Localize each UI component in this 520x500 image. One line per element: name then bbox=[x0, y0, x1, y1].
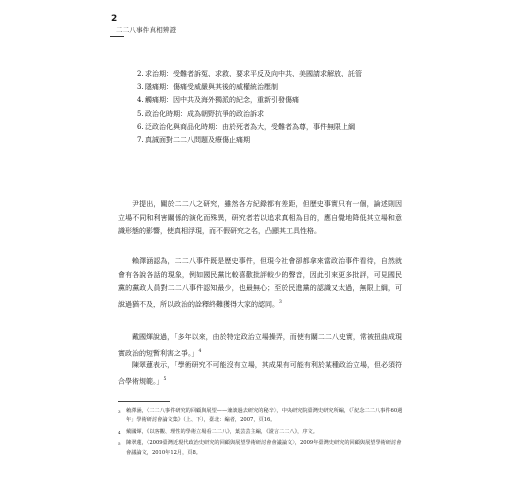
list-item-number: 7. bbox=[137, 136, 144, 145]
footnote-text: 戴國煇，《以客觀、理性的學術立場看二二八》，葉芸芸主編，《證言二二八》，序文。 bbox=[126, 428, 318, 435]
list-item bbox=[137, 121, 407, 134]
list-item-number: 5. bbox=[137, 109, 144, 118]
list-item-number: 4. bbox=[137, 96, 144, 105]
list-item-number: 3. bbox=[137, 83, 144, 92]
paragraph-text: 戴國煇說過，「多年以來，由於特定政治立場操弄，而使有關二二八史實，常被扭曲成現實政治的短暫利害之爭。」 bbox=[118, 333, 402, 357]
list-item bbox=[137, 81, 407, 94]
body-paragraph bbox=[118, 198, 402, 239]
list-item-text: 政治化時期：成為朝野抗爭的政治訴求 bbox=[145, 109, 264, 118]
header-top-rule bbox=[110, 36, 124, 37]
footnote-text: 賴澤涵，〈二二八事件研究的回顧與展望——兼談過去研究的秘辛〉，中央研究院臺灣史研究所編，《「紀念二二八事件60週年」學術研討會論文集》（上、下），臺北：編者，2007，頁16。 bbox=[126, 408, 403, 424]
list-item-text: 隱痛期：傷痛受威嚴與其後的威權統治壓制 bbox=[145, 83, 278, 92]
footnote bbox=[118, 428, 404, 437]
list-item-text: 求治期：受難者訴冤、求救、要求平反及向中共、美國請求解放、託管 bbox=[145, 70, 362, 78]
paragraph-text: 賴澤涵認為，二二八事件既是歷史事件，但現今社會卻都拿來當政治事件看待，自然就會有各說各話的現象，例如國民黨比較喜歡批評較少的聲音，因此引來更多批評，可見國民黨的黨政人員對二二八事件認知最少，也最無心；至於民進黨的認識又太過，無限上綱，可說過猶不及，所以政治的詮釋終難獲得大家的認同。 bbox=[118, 257, 402, 309]
body-paragraph bbox=[118, 331, 402, 361]
footnote-mark: 5 bbox=[118, 441, 121, 447]
footnote bbox=[118, 439, 404, 458]
footnote-ref[interactable]: 4 bbox=[198, 348, 202, 354]
list-item bbox=[137, 134, 407, 147]
footnote-divider bbox=[118, 401, 170, 402]
footnote-ref[interactable]: 5 bbox=[163, 376, 167, 382]
running-title: 二二八事件真相辨證 bbox=[116, 26, 177, 34]
paragraph-text: 陳翠蓮表示，「學術研究不可能沒有立場，其成果有可能有利於某種政治立場，但必須符合學術規範。」 bbox=[118, 361, 402, 385]
list-item-number: 2. bbox=[137, 70, 144, 78]
footnote-text: 陳翠蓮，〈2009臺灣近現代政治史研究的回顧與展望學術研討會會議論文〉，2009年臺灣史研究的回顧與展望學術研討會會議論文，2010年12月，頁8。 bbox=[126, 440, 402, 456]
footnote bbox=[118, 407, 404, 426]
footnotes bbox=[118, 407, 404, 460]
list-item bbox=[137, 94, 407, 107]
list-item bbox=[137, 108, 407, 121]
footnote-mark: 3 bbox=[118, 409, 121, 414]
footnote-ref[interactable]: 3 bbox=[279, 299, 282, 305]
page-number: 2 bbox=[111, 14, 118, 24]
body-paragraph bbox=[118, 255, 402, 312]
list-item bbox=[137, 68, 407, 81]
body-paragraph bbox=[118, 359, 402, 389]
footnote-mark: 4 bbox=[118, 429, 121, 435]
list-item-text: 觸痛期：因中共及海外獨派的紀念，重新引發傷痛 bbox=[145, 96, 299, 105]
list-item-number: 6. bbox=[137, 122, 144, 131]
numbered-list bbox=[137, 68, 407, 147]
list-item-text: 泛政治化與商品化時期：由於死者為大，受難者為尊，事件無限上綱 bbox=[145, 122, 355, 131]
paragraph-text: 尹提出，關於二二八之研究，雖然各方紀錄都有差距，但歷史事實只有一個，論述則因立場不同和利害關係的演化而殊異，研究者若以追求真相為目的，應自覺地降低其立場和意識形態的影響，使真相浮現，而不假研究之名，凸顯其工具性格。 bbox=[118, 200, 402, 236]
list-item-text: 真誠面對二二八問題及療傷止痛期 bbox=[145, 136, 250, 145]
